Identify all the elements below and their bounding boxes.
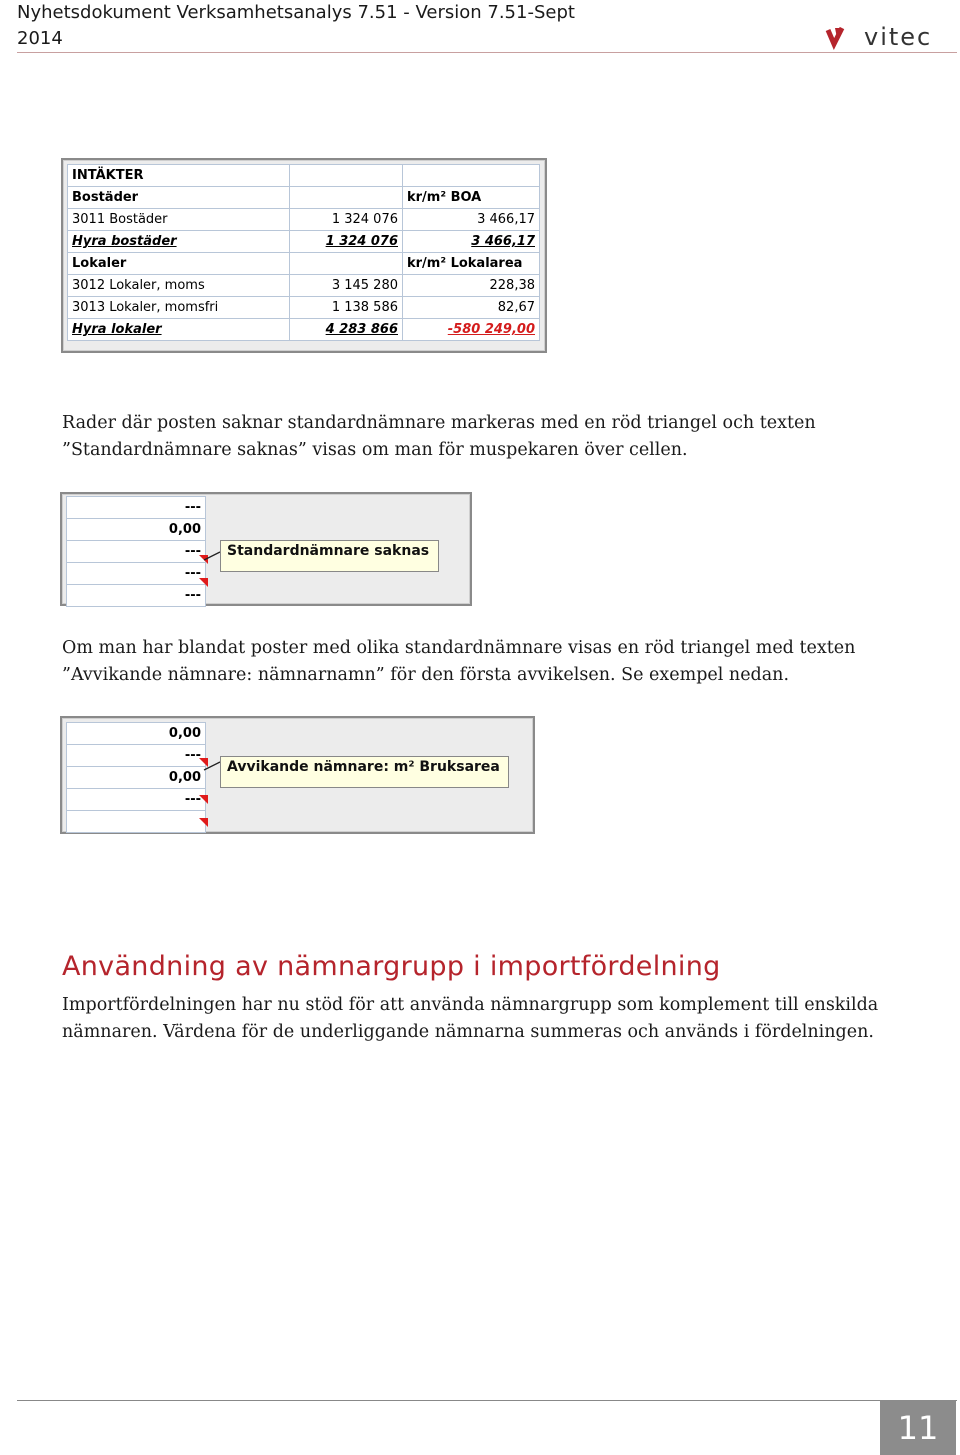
table-cell[interactable] [290, 187, 403, 209]
footer-rule [17, 1400, 957, 1401]
income-table [67, 164, 540, 341]
tooltip-missing-denominator: Standardnämnare saknas [220, 540, 439, 572]
vitec-logo [824, 24, 948, 50]
page-number: 11 [880, 1400, 956, 1455]
table-cell[interactable]: 3011 Bostäder [68, 209, 290, 231]
table-cell[interactable]: Hyra bostäder [68, 231, 290, 253]
table-cell[interactable] [290, 253, 403, 275]
table-cell[interactable]: 3 145 280 [290, 275, 403, 297]
table-row [68, 297, 540, 319]
table-cell[interactable]: 1 138 586 [290, 297, 403, 319]
table-row [68, 319, 540, 341]
value-cell[interactable]: --- [67, 789, 206, 811]
table-cell[interactable]: kr/m² BOA [403, 187, 540, 209]
missing-denominator-screenshot [60, 492, 472, 606]
table-cell[interactable]: 4 283 866 [290, 319, 403, 341]
table-cell[interactable] [403, 165, 540, 187]
table-row [68, 187, 540, 209]
table-cell[interactable]: 3012 Lokaler, moms [68, 275, 290, 297]
red-triangle-marker [199, 578, 208, 587]
table-row [67, 585, 206, 607]
section-heading: Användning av nämnargrupp i importfördelning [62, 951, 721, 982]
table-row [68, 209, 540, 231]
table-row [67, 789, 206, 811]
value-cell[interactable]: --- [67, 563, 206, 585]
table-row [67, 811, 206, 833]
table-row [67, 723, 206, 745]
deviating-denominator-screenshot [60, 716, 535, 834]
table-cell[interactable]: 1 324 076 [290, 209, 403, 231]
arrow-pointer-icon [202, 758, 222, 772]
tooltip-deviating-denominator: Avvikande nämnare: m² Bruksarea [220, 756, 509, 788]
paragraph-missing-denominator: Rader där posten saknar standardnämnare markeras med en röd triangel och texten ”Standardnämnare saknas” visas om man för muspekaren över cellen. [62, 413, 816, 460]
table-cell[interactable]: 3013 Lokaler, momsfri [68, 297, 290, 319]
table-row [67, 497, 206, 519]
table-row [68, 231, 540, 253]
table-row [67, 519, 206, 541]
table-cell[interactable]: 82,67 [403, 297, 540, 319]
table-cell[interactable] [290, 165, 403, 187]
svg-text:vitec: vitec [864, 24, 933, 50]
table-row [67, 745, 206, 767]
red-triangle-marker [199, 795, 208, 804]
table-row [68, 165, 540, 187]
value-cell[interactable]: 0,00 [67, 519, 206, 541]
red-triangle-marker [199, 818, 208, 827]
income-table-screenshot [61, 158, 547, 353]
table-cell[interactable]: -580 249,00 [403, 319, 540, 341]
table-row [68, 275, 540, 297]
paragraph-deviating-denominator: Om man har blandat poster med olika standardnämnare visas en röd triangel med texten ”Avvikande nämnare: nämnarnamn” för den första avvikelsen. Se exempel nedan. [62, 638, 856, 685]
table-cell[interactable]: Lokaler [68, 253, 290, 275]
section-body: Importfördelningen har nu stöd för att använda nämnargrupp som komplement till enskilda nämnaren. Värdena för de underliggande nämnarna summeras och används i fördelningen. [62, 995, 879, 1042]
table-cell[interactable]: Bostäder [68, 187, 290, 209]
value-cell[interactable]: --- [67, 745, 206, 767]
document-title: Nyhetsdokument Verksamhetsanalys 7.51 - Version 7.51-Sept 2014 [17, 2, 575, 49]
value-cell[interactable]: 0,00 [67, 723, 206, 745]
table-row [68, 253, 540, 275]
table-cell[interactable]: 3 466,17 [403, 209, 540, 231]
value-cell[interactable] [67, 811, 206, 833]
table-cell[interactable]: Hyra lokaler [68, 319, 290, 341]
value-cell[interactable]: --- [67, 497, 206, 519]
value-cell[interactable]: --- [67, 585, 206, 607]
table-cell[interactable]: 1 324 076 [290, 231, 403, 253]
value-cell[interactable]: 0,00 [67, 767, 206, 789]
table-row [67, 767, 206, 789]
value-column [66, 722, 206, 833]
value-cell[interactable]: --- [67, 541, 206, 563]
table-row [67, 563, 206, 585]
table-cell[interactable]: INTÄKTER [68, 165, 290, 187]
table-cell[interactable]: 228,38 [403, 275, 540, 297]
table-cell[interactable]: kr/m² Lokalarea [403, 253, 540, 275]
table-cell[interactable]: 3 466,17 [403, 231, 540, 253]
header-rule [17, 52, 957, 53]
value-column [66, 496, 206, 607]
table-row [67, 541, 206, 563]
arrow-pointer-icon [202, 550, 222, 564]
